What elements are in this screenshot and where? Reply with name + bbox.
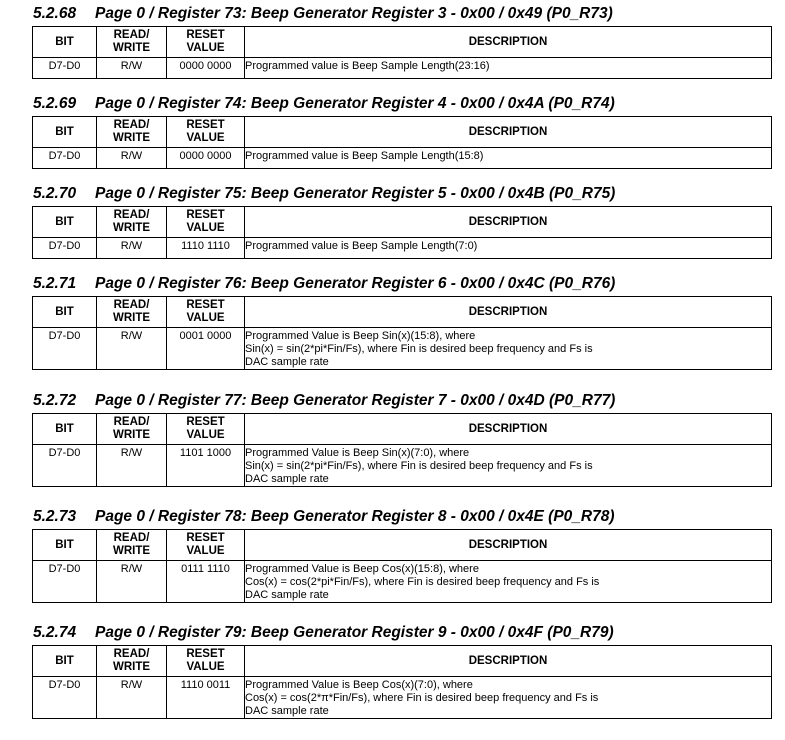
cell-read-write: R/W [97, 445, 167, 487]
cell-read-write: R/W [97, 328, 167, 370]
description-line: Programmed Value is Beep Sin(x)(15:8), where [245, 330, 476, 342]
cell-reset-value: 0001 0000 [167, 328, 245, 370]
section-heading [33, 391, 615, 411]
cell-description [245, 677, 772, 719]
header-reset-value: RESET VALUE [167, 414, 245, 445]
description-line: Cos(x) = cos(2*π*Fin/Fs), where Fin is desired beep frequency and Fs is [245, 692, 599, 704]
header-read-write: READ/ WRITE [97, 414, 167, 445]
header-reset-value: RESET VALUE [167, 297, 245, 328]
section-title: Page 0 / Register 79: Beep Generator Register 9 - 0x00 / 0x4F (P0_R79) [95, 624, 614, 641]
cell-reset-value: 1110 0011 [167, 677, 245, 719]
header-description: DESCRIPTION [245, 27, 772, 58]
header-description: DESCRIPTION [245, 414, 772, 445]
cell-description [245, 148, 772, 169]
header-description: DESCRIPTION [245, 530, 772, 561]
cell-bit: D7-D0 [33, 561, 97, 603]
description-line: DAC sample rate [245, 473, 329, 485]
description-line: Programmed Value is Beep Cos(x)(15:8), where [245, 563, 479, 575]
cell-description [245, 238, 772, 259]
header-read-write: READ/ WRITE [97, 207, 167, 238]
table-row [33, 328, 772, 370]
description-line: Sin(x) = sin(2*pi*Fin/Fs), where Fin is desired beep frequency and Fs is [245, 343, 593, 355]
cell-read-write: R/W [97, 58, 167, 79]
section-title: Page 0 / Register 76: Beep Generator Register 6 - 0x00 / 0x4C (P0_R76) [95, 275, 616, 292]
section-number: 5.2.74 [33, 624, 77, 641]
header-reset-value: RESET VALUE [167, 530, 245, 561]
description-line: DAC sample rate [245, 705, 329, 717]
register-table [32, 413, 772, 487]
header-bit: BIT [33, 27, 97, 58]
table-row [33, 445, 772, 487]
register-table [32, 26, 772, 79]
description-line: Cos(x) = cos(2*pi*Fin/Fs), where Fin is desired beep frequency and Fs is [245, 576, 600, 588]
header-reset-value: RESET VALUE [167, 27, 245, 58]
description-line: Programmed Value is Beep Cos(x)(7:0), where [245, 679, 473, 691]
description-line: Programmed value is Beep Sample Length(23:16) [245, 60, 490, 72]
register-table [32, 529, 772, 603]
cell-read-write: R/W [97, 148, 167, 169]
cell-read-write: R/W [97, 677, 167, 719]
table-row [33, 561, 772, 603]
table-header-row [33, 646, 772, 677]
cell-description [245, 561, 772, 603]
header-bit: BIT [33, 530, 97, 561]
cell-bit: D7-D0 [33, 677, 97, 719]
cell-description [245, 328, 772, 370]
cell-reset-value: 1101 1000 [167, 445, 245, 487]
section-title: Page 0 / Register 77: Beep Generator Register 7 - 0x00 / 0x4D (P0_R77) [95, 392, 616, 409]
section-number: 5.2.71 [33, 275, 77, 292]
table-row [33, 677, 772, 719]
section-heading [33, 184, 615, 204]
header-bit: BIT [33, 297, 97, 328]
section-number: 5.2.70 [33, 185, 77, 202]
description-line: Programmed value is Beep Sample Length(7:0) [245, 240, 478, 252]
section-number: 5.2.72 [33, 392, 77, 409]
cell-read-write: R/W [97, 561, 167, 603]
register-table [32, 116, 772, 169]
description-line: Programmed Value is Beep Sin(x)(7:0), where [245, 447, 470, 459]
description-line: Sin(x) = sin(2*pi*Fin/Fs), where Fin is desired beep frequency and Fs is [245, 460, 593, 472]
header-read-write: READ/ WRITE [97, 530, 167, 561]
section-number: 5.2.73 [33, 508, 77, 525]
description-line: DAC sample rate [245, 589, 329, 601]
register-table [32, 206, 772, 259]
register-table [32, 645, 772, 719]
section-heading [33, 274, 615, 294]
header-read-write: READ/ WRITE [97, 27, 167, 58]
table-row [33, 58, 772, 79]
cell-bit: D7-D0 [33, 238, 97, 259]
description-line: DAC sample rate [245, 356, 329, 368]
header-bit: BIT [33, 414, 97, 445]
section-heading [33, 507, 615, 527]
section-number: 5.2.68 [33, 5, 77, 22]
cell-bit: D7-D0 [33, 58, 97, 79]
section-title: Page 0 / Register 74: Beep Generator Register 4 - 0x00 / 0x4A (P0_R74) [95, 95, 615, 112]
cell-bit: D7-D0 [33, 148, 97, 169]
table-header-row [33, 297, 772, 328]
header-bit: BIT [33, 646, 97, 677]
header-reset-value: RESET VALUE [167, 207, 245, 238]
table-header-row [33, 530, 772, 561]
table-header-row [33, 27, 772, 58]
cell-read-write: R/W [97, 238, 167, 259]
cell-bit: D7-D0 [33, 445, 97, 487]
header-description: DESCRIPTION [245, 207, 772, 238]
cell-description [245, 58, 772, 79]
header-read-write: READ/ WRITE [97, 297, 167, 328]
header-read-write: READ/ WRITE [97, 646, 167, 677]
cell-bit: D7-D0 [33, 328, 97, 370]
header-read-write: READ/ WRITE [97, 117, 167, 148]
section-heading [33, 94, 615, 114]
section-title: Page 0 / Register 73: Beep Generator Register 3 - 0x00 / 0x49 (P0_R73) [95, 5, 613, 22]
header-reset-value: RESET VALUE [167, 117, 245, 148]
table-header-row [33, 117, 772, 148]
table-header-row [33, 414, 772, 445]
cell-reset-value: 0000 0000 [167, 148, 245, 169]
table-row [33, 238, 772, 259]
table-row [33, 148, 772, 169]
description-line: Programmed value is Beep Sample Length(15:8) [245, 150, 484, 162]
cell-reset-value: 0000 0000 [167, 58, 245, 79]
header-bit: BIT [33, 117, 97, 148]
table-header-row [33, 207, 772, 238]
header-reset-value: RESET VALUE [167, 646, 245, 677]
section-title: Page 0 / Register 75: Beep Generator Register 5 - 0x00 / 0x4B (P0_R75) [95, 185, 616, 202]
cell-reset-value: 1110 1110 [167, 238, 245, 259]
header-bit: BIT [33, 207, 97, 238]
header-description: DESCRIPTION [245, 117, 772, 148]
header-description: DESCRIPTION [245, 646, 772, 677]
register-table [32, 296, 772, 370]
cell-reset-value: 0111 1110 [167, 561, 245, 603]
section-title: Page 0 / Register 78: Beep Generator Register 8 - 0x00 / 0x4E (P0_R78) [95, 508, 615, 525]
section-heading [33, 4, 613, 24]
header-description: DESCRIPTION [245, 297, 772, 328]
section-heading [33, 623, 614, 643]
cell-description [245, 445, 772, 487]
section-number: 5.2.69 [33, 95, 77, 112]
